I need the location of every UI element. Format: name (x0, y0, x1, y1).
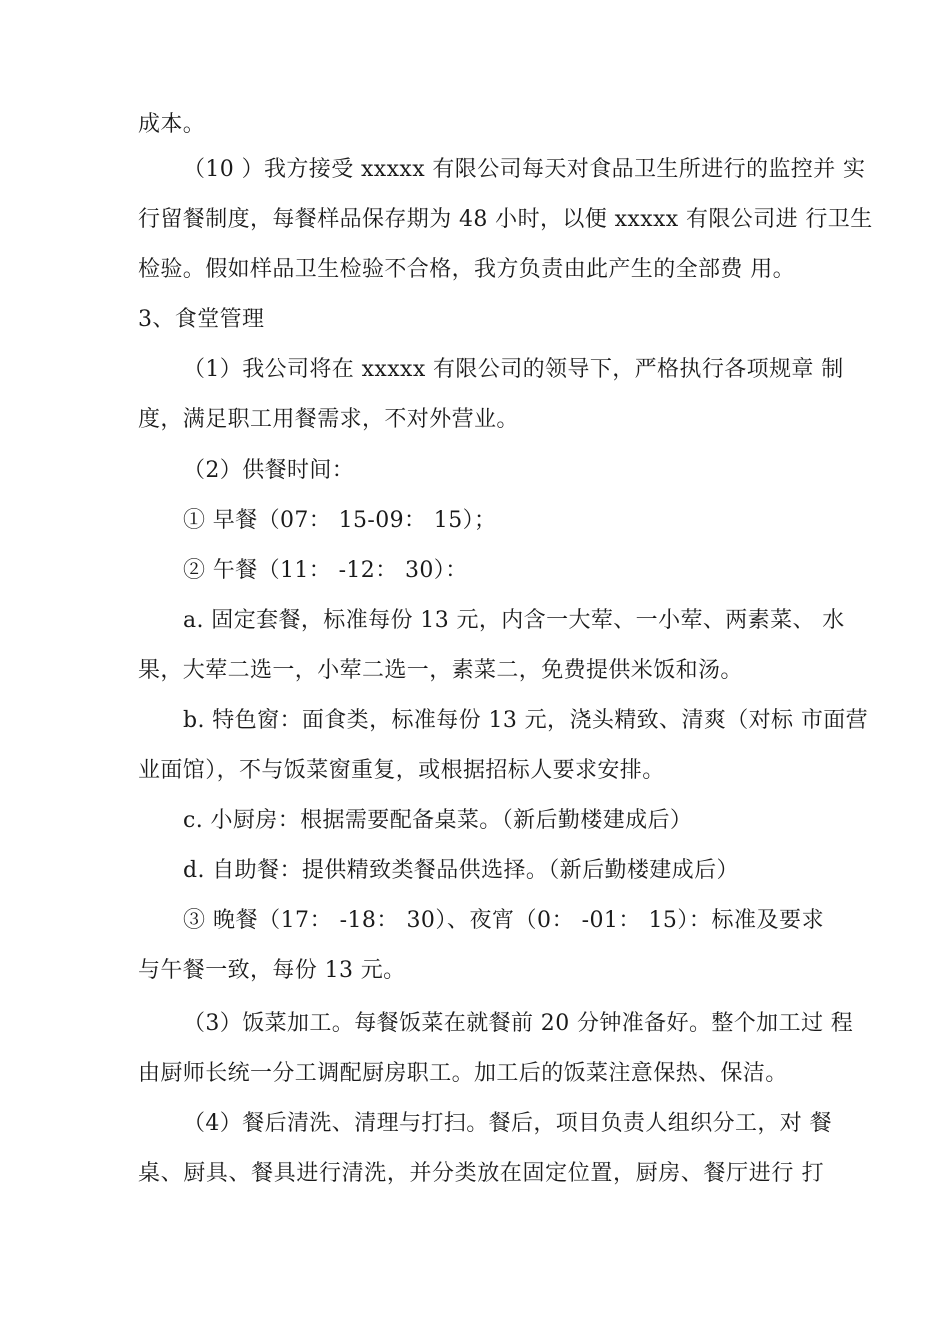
text-line: 业面馆），不与饭菜窗重复，或根据招标人要求安排。 (138, 758, 665, 783)
text-line: 桌、厨具、餐具进行清洗，并分类放在固定位置，厨房、餐厅进行 打 (138, 1161, 824, 1186)
text-line: （10 ）我方接受 xxxxx 有限公司每天对食品卫生所进行的监控并 实 (183, 157, 866, 182)
text-line: 由厨师长统一分工调配厨房职工。加工后的饭菜注意保热、保洁。 (138, 1061, 788, 1086)
text-line: ① 早餐（07： 15-09： 15）； (183, 508, 497, 533)
section-heading: 3、食堂管理 (138, 307, 265, 332)
text-line: 度，满足职工用餐需求，不对外营业。 (138, 407, 519, 432)
text-line: 检验。假如样品卫生检验不合格，我方负责由此产生的全部费 用。 (138, 257, 795, 282)
text-line: 行留餐制度，每餐样品保存期为 48 小时，以便 xxxxx 有限公司进 行卫生 (138, 207, 873, 232)
text-line: ③ 晚餐（17： -18： 30）、夜宵（0： -01： 15）：标准及要求 (183, 908, 824, 933)
text-line: ② 午餐（11： -12： 30）： (183, 558, 468, 583)
text-line: a. 固定套餐，标准每份 13 元，内含一大荤、一小荤、两素菜、 水 (183, 608, 845, 633)
text-line: 与午餐一致，每份 13 元。 (138, 958, 406, 983)
text-line: c. 小厨房：根据需要配备桌菜。（新后勤楼建成后） (183, 808, 693, 833)
text-line: （3）饭菜加工。每餐饭菜在就餐前 20 分钟准备好。整个加工过 程 (183, 1011, 854, 1036)
text-line: 果，大荤二选一，小荤二选一，素菜二，免费提供米饭和汤。 (138, 658, 743, 683)
text-line: b. 特色窗：面食类，标准每份 13 元，浇头精致、清爽（对标 市面营 (183, 708, 869, 733)
text-line: （1）我公司将在 xxxxx 有限公司的领导下，严格执行各项规章 制 (183, 357, 844, 382)
text-line: （2）供餐时间： (183, 458, 355, 483)
text-line: 成本。 (138, 112, 206, 137)
text-line: （4）餐后清洗、清理与打扫。餐后，项目负责人组织分工，对 餐 (183, 1111, 832, 1136)
text-line: d. 自助餐：提供精致类餐品供选择。（新后勤楼建成后） (183, 858, 739, 883)
